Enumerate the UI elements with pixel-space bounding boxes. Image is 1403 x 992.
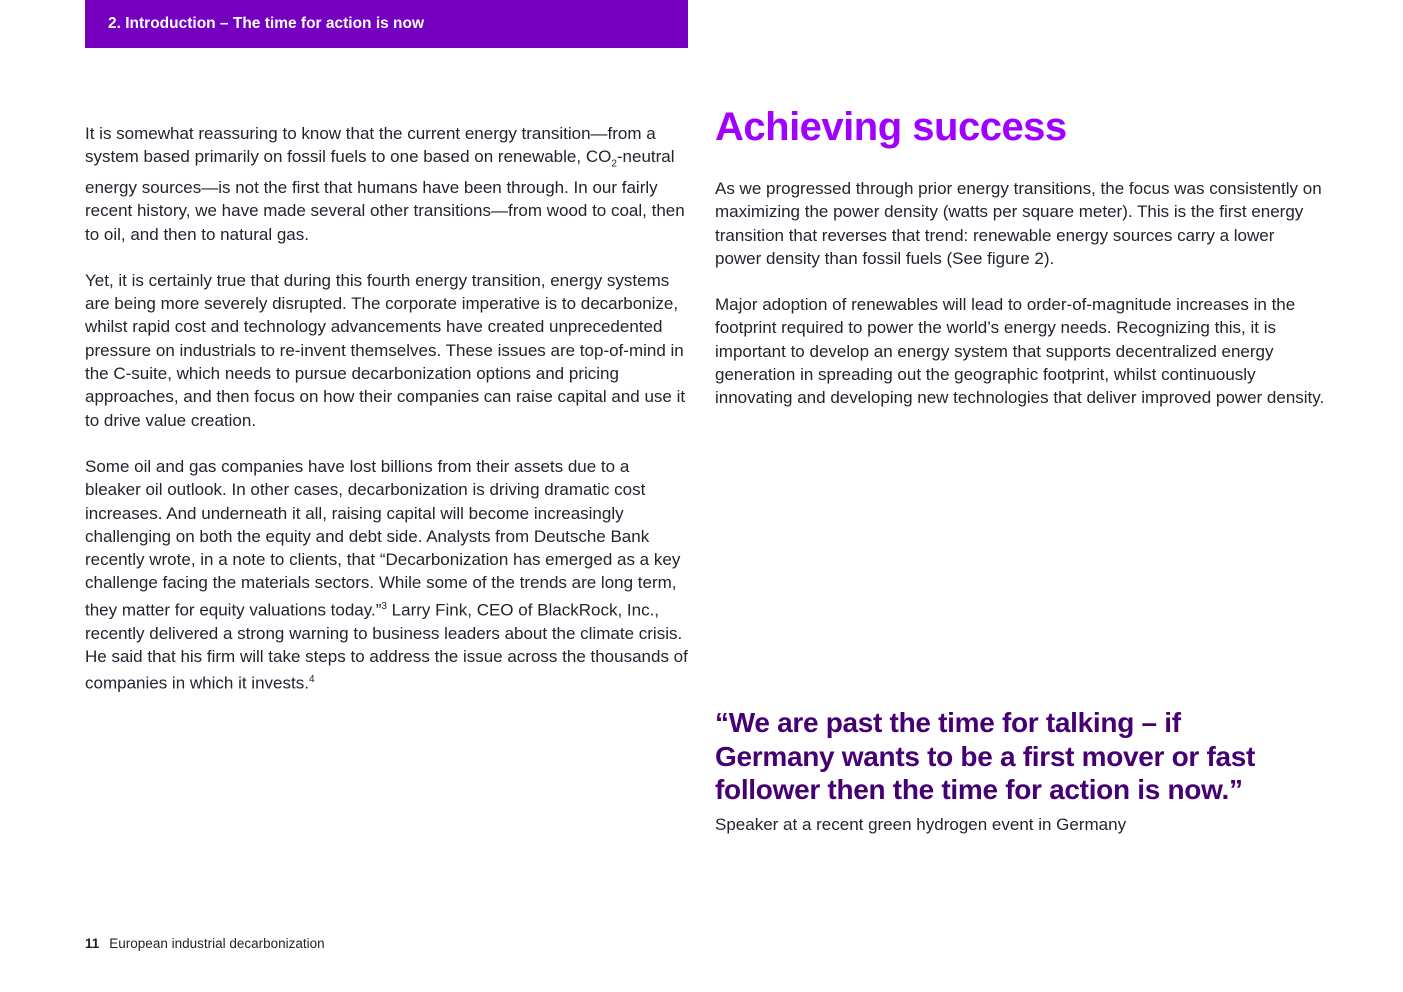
paragraph-1-text-a: It is somewhat reassuring to know that the current energy transition—from a system based primarily on fossil fuels to one based on renewable, CO: [85, 124, 656, 167]
page-number: 11: [85, 936, 100, 951]
pull-quote-block: [715, 706, 1275, 836]
body-paragraph-3: [85, 455, 689, 695]
section-heading: Achieving success: [715, 105, 1067, 149]
footnote-ref-4: 4: [308, 674, 315, 686]
section-header-bar: [85, 0, 688, 48]
document-title: European industrial decarbonization: [109, 936, 325, 951]
body-paragraph-2: Yet, it is certainly true that during this fourth energy transition, energy systems are being more severely disrupted. The corporate imperative is to decarbonize, whilst rapid cost and technology advancements have created unprecedented pressure on industrials to re-invent themselves. These issues are top-of-mind in the C-suite, which needs to pursue decarbonization options and pricing approaches, and then focus on how their companies can raise capital and use it to drive value creation.: [85, 270, 686, 430]
footnote-ref-3: 3: [381, 600, 387, 612]
pull-quote: “We are past the time for talking – if Germany wants to be a first mover or fast follower then the time for action is now.”: [715, 707, 1256, 805]
section-title: 2. Introduction – The time for action is now: [108, 15, 425, 32]
right-paragraph-2: Major adoption of renewables will lead to order-of-magnitude increases in the footprint required to power the world’s energy needs. Recognizing this, it is important to develop an energy system that supports decentralized energy generation in spreading out the geographic footprint, whilst continuously innovating and developing new technologies that deliver improved power density.: [715, 295, 1325, 408]
body-paragraph-1: [85, 122, 689, 246]
quote-attribution: Speaker at a recent green hydrogen event in Germany: [715, 814, 1127, 834]
right-column: [715, 104, 1325, 433]
paragraph-3-text-b: Larry Fink, CEO of BlackRock, Inc., recently delivered a strong warning to business leaders about the climate crisis. He said that his firm will take steps to address the issue across the thousands of companies in which it invests.: [85, 600, 688, 693]
paragraph-1-text-b: -neutral energy sources—is not the first that humans have been through. In our fairly recent history, we have made several other transitions—from wood to coal, then to oil, and then to natural gas.: [85, 147, 685, 244]
right-paragraph-1: As we progressed through prior energy transitions, the focus was consistently on maximizing the power density (watts per square meter). This is the first energy transition that reverses that trend: renewable energy sources carry a lower power density than fossil fuels (See figure 2).: [715, 179, 1322, 268]
paragraph-3-text-a: Some oil and gas companies have lost billions from their assets due to a bleaker oil outlook. In other cases, decarbonization is driving dramatic cost increases. And underneath it all, raising capital will become increasingly challenging on both the equity and debt side. Analysts from Deutsche Bank recently wrote, in a note to clients, that “Decarbonization has emerged as a key challenge facing the materials sectors. While some of the trends are long term, they matter for equity valuations today.”: [85, 456, 681, 620]
co2-subscript: 2: [611, 158, 617, 170]
left-column: [85, 122, 689, 718]
page-footer: [85, 936, 325, 951]
